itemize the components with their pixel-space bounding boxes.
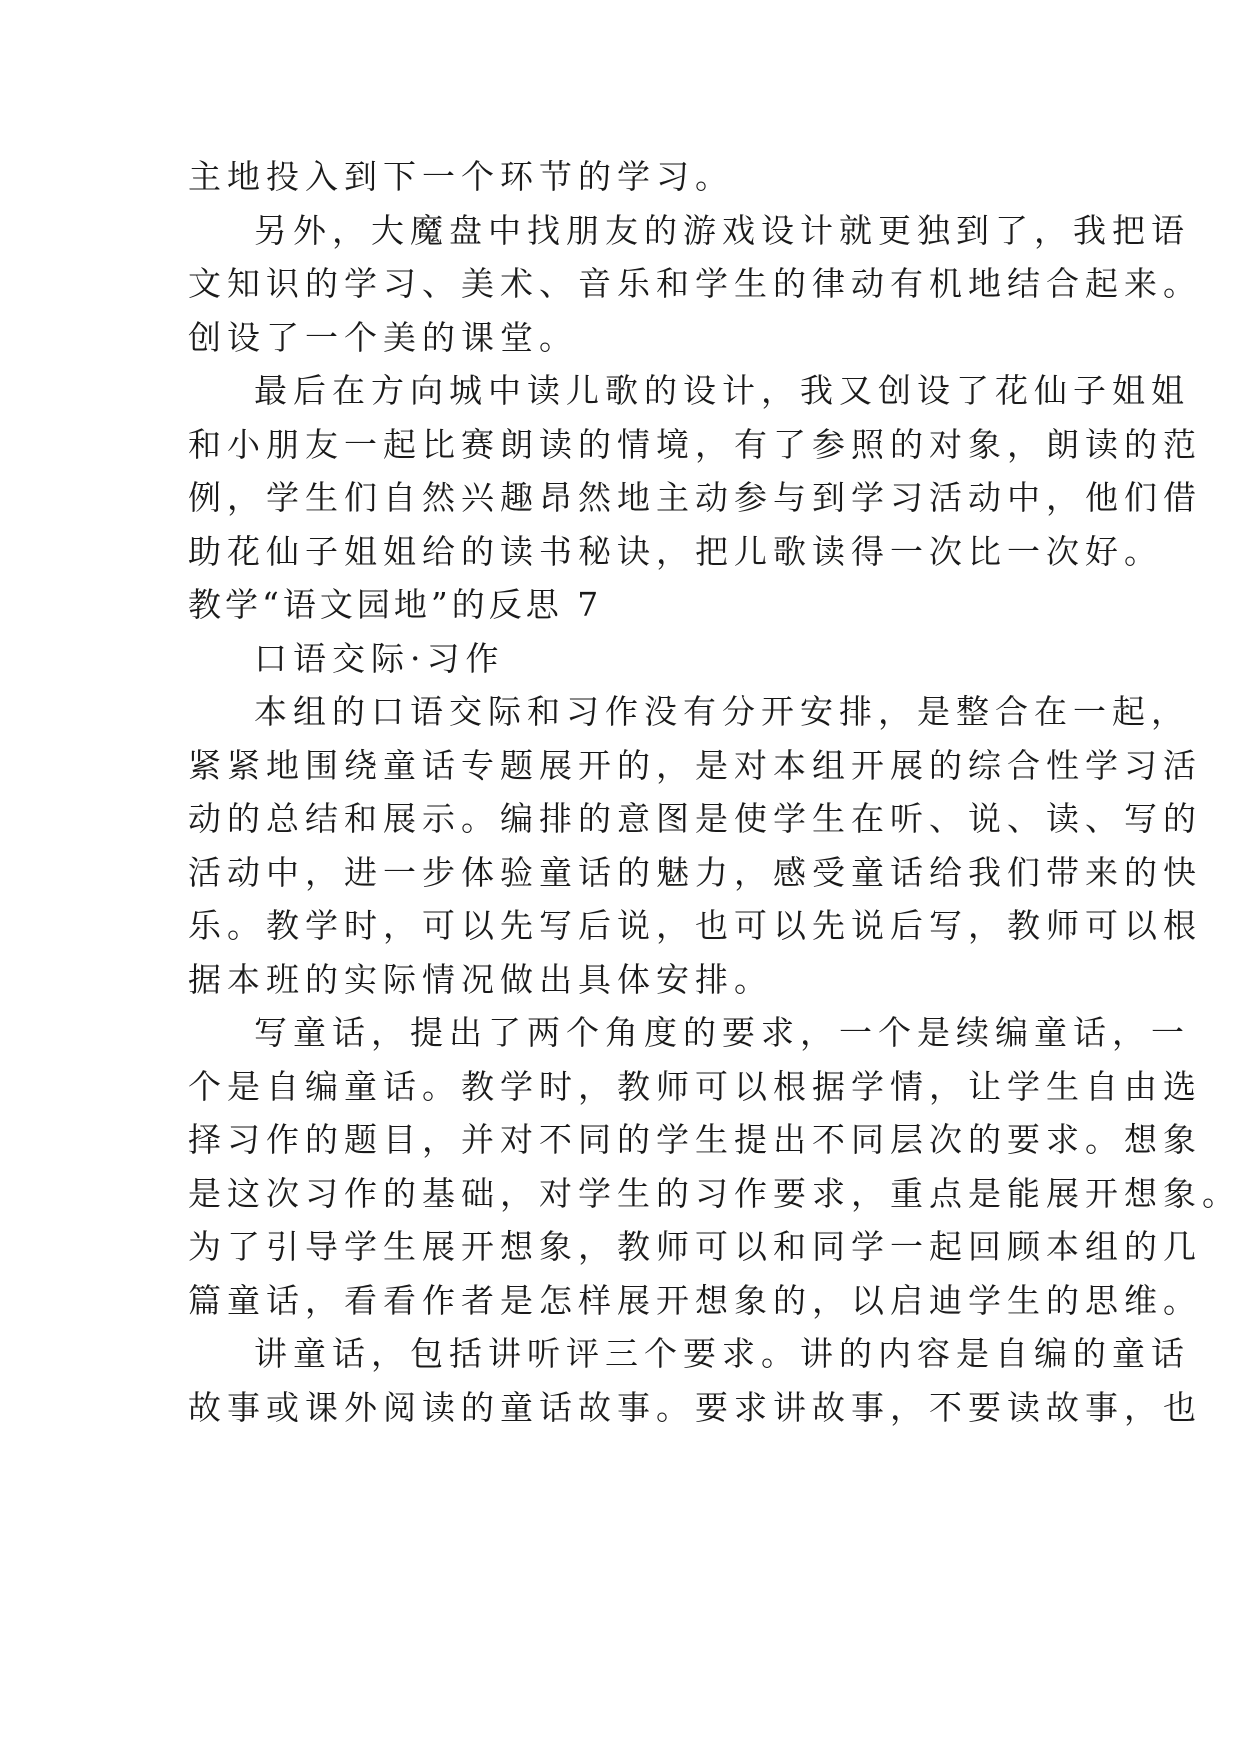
- paragraph-line: 写童话，提出了两个角度的要求，一个是续编童话，一: [254, 1013, 1190, 1052]
- text-line: 动的总结和展示。编排的意图是使学生在听、说、读、写的: [188, 799, 1202, 838]
- text-line: 紧紧地围绕童话专题展开的，是对本组开展的综合性学习活: [188, 745, 1202, 785]
- paragraph-line: 本组的口语交际和习作没有分开安排，是整合在一起，: [254, 692, 1190, 731]
- text-line: 择习作的题目，并对不同的学生提出不同层次的要求。想象: [188, 1120, 1202, 1159]
- document-page: [188, 150, 1241, 1434]
- paragraph-line: 最后在方向城中读儿歌的设计，我又创设了花仙子姐姐: [254, 371, 1190, 410]
- text-line: 是这次习作的基础，对学生的习作要求，重点是能展开想象。: [188, 1173, 1241, 1213]
- text-line: 为了引导学生展开想象，教师可以和同学一起回顾本组的几: [188, 1227, 1202, 1266]
- text-line: 篇童话，看看作者是怎样展开想象的，以启迪学生的思维。: [188, 1280, 1202, 1320]
- text-line: 创设了一个美的课堂。: [188, 317, 578, 357]
- section-heading: 教学“语文园地”的反思 7: [188, 585, 603, 624]
- text-line: 活动中，进一步体验童话的魅力，感受童话给我们带来的快: [188, 852, 1202, 892]
- text-line: 乐。教学时，可以先写后说，也可以先说后写，教师可以根: [188, 906, 1202, 945]
- text-line: 据本班的实际情况做出具体安排。: [188, 959, 773, 999]
- text-line: 例，学生们自然兴趣昂然地主动参与到学习活动中，他们借: [188, 478, 1202, 517]
- paragraph-line: 讲童话，包括讲听评三个要求。讲的内容是自编的童话: [254, 1334, 1190, 1373]
- text-line: 个是自编童话。教学时，教师可以根据学情，让学生自由选: [188, 1066, 1202, 1106]
- text-line: 助花仙子姐姐给的读书秘诀，把儿歌读得一次比一次好。: [188, 531, 1163, 571]
- paragraph-line: 另外，大魔盘中找朋友的游戏设计就更独到了，我把语: [254, 210, 1190, 250]
- text-line: 和小朋友一起比赛朗读的情境，有了参照的对象，朗读的范: [188, 424, 1202, 464]
- text-line: 故事或课外阅读的童话故事。要求讲故事，不要读故事，也: [188, 1387, 1202, 1427]
- subsection-heading: 口语交际·习作: [254, 638, 505, 678]
- text-line: 文知识的学习、美术、音乐和学生的律动有机地结合起来。: [188, 264, 1202, 303]
- text-line: 主地投入到下一个环节的学习。: [188, 157, 734, 196]
